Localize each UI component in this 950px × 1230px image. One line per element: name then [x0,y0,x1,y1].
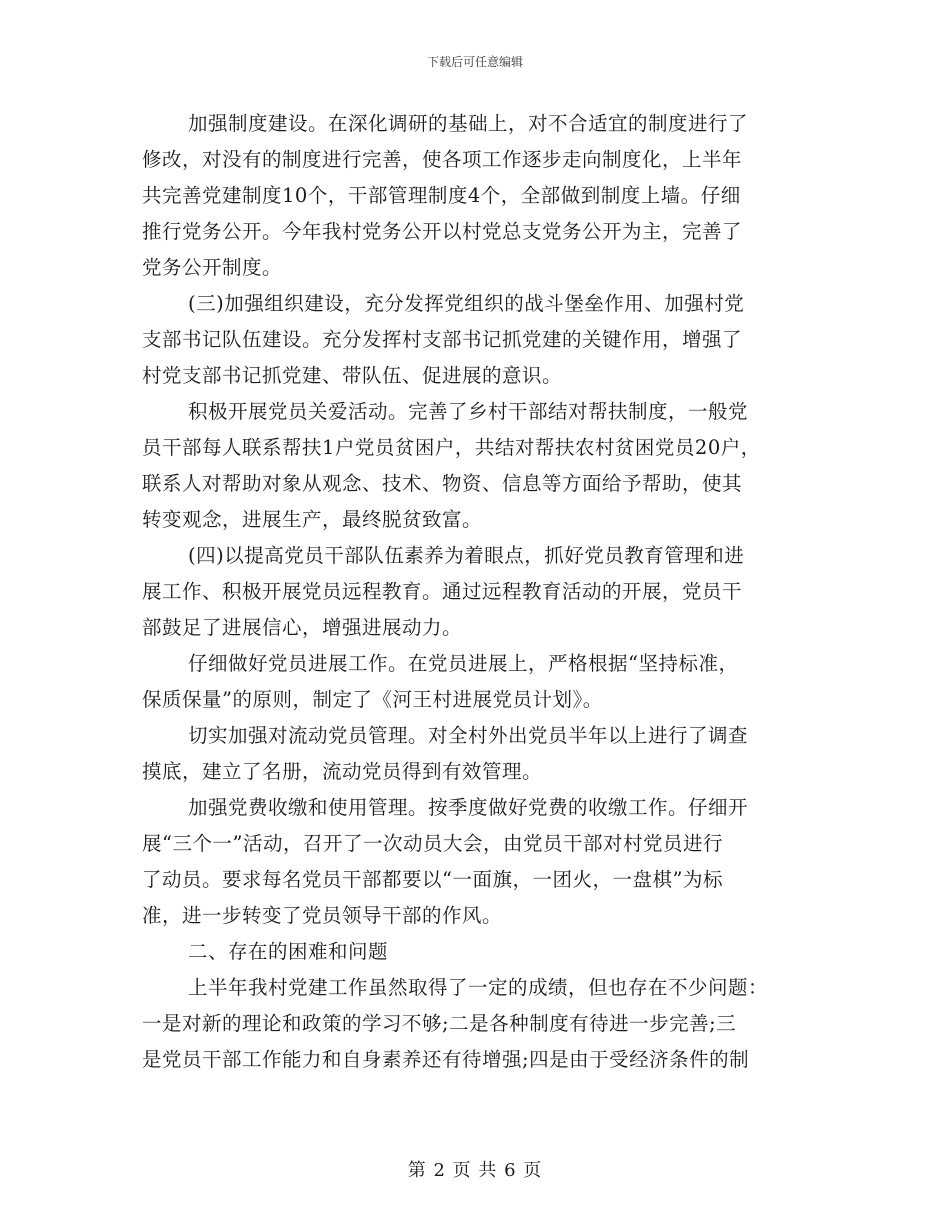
text-line: 共完善党建制度10个，干部管理制度4个，全部做到制度上墙。仔细 [142,184,741,207]
text-line: 加强制度建设。在深化调研的基础上，对不合适宜的制度进行了 [188,112,749,135]
text-line: 加强党费收缴和使用管理。按季度做好党费的收缴工作。仔细开 [188,796,749,819]
text-line: 联系人对帮助对象从观念、技术、物资、信息等方面给予帮助，使其 [142,472,743,495]
text-line: 展工作、积极开展党员远程教育。通过远程教育活动的开展，党员干 [142,580,743,603]
text-line: 村党支部书记抓党建、带队伍、促进展的意识。 [142,364,563,387]
text-line: 了动员。要求每名党员干部都要以“一面旗，一团火，一盘棋”为标 [142,868,723,891]
text-line: 上半年我村党建工作虽然取得了一定的成绩，但也存在不少问题： [188,976,769,999]
text-line: 切实加强对流动党员管理。对全村外出党员半年以上进行了调查 [188,724,749,747]
paragraph [142,646,802,718]
text-line: 摸底，建立了名册，流动党员得到有效管理。 [142,760,543,783]
text-line: 修改，对没有的制度进行完善，使各项工作逐步走向制度化，上半年 [142,148,743,171]
text-line: 转变观念，进展生产，最终脱贫致富。 [142,508,483,531]
section-heading [142,934,802,970]
text-line: 仔细做好党员进展工作。在党员进展上，严格根据“坚持标准， [188,652,739,675]
text-line: 支部书记队伍建设。充分发挥村支部书记抓党建的关键作用，增强了 [142,328,743,351]
text-line: (三)加强组织建设，充分发挥党组织的战斗堡垒作用、加强村党 [188,292,745,315]
page-header: 下载后可任意编辑 [426,55,523,69]
text-line: 二、存在的困难和问题 [188,940,389,963]
text-line: 党务公开制度。 [142,256,283,279]
text-line: 员干部每人联系帮扶1户党员贫困户，共结对帮扶农村贫困党员20户， [142,436,761,459]
text-line: (四)以提高党员干部队伍素养为着眼点，抓好党员教育管理和进 [188,544,745,567]
paragraph [142,970,802,1078]
paragraph [142,538,802,646]
paragraph [142,718,802,790]
text-line: 保质保量”的原则，制定了《河王村进展党员计划》。 [142,688,603,711]
paragraph [142,394,802,538]
text-line: 是党员干部工作能力和自身素养还有待增强;四是由于受经济条件的制 [142,1048,750,1071]
paragraph [142,286,802,394]
text-line: 部鼓足了进展信心，增强进展动力。 [142,616,463,639]
paragraph [142,106,802,286]
text-line: 一是对新的理论和政策的学习不够;二是各种制度有待进一步完善;三 [142,1012,737,1035]
page-footer: 第 2 页 共 6 页 [407,1160,543,1181]
text-line: 积极开展党员关爱活动。完善了乡村干部结对帮扶制度，一般党 [188,400,749,423]
paragraph [142,790,802,934]
document-body [142,106,802,1078]
text-line: 推行党务公开。今年我村党务公开以村党总支党务公开为主，完善了 [142,220,743,243]
text-line: 准，进一步转变了党员领导干部的作风。 [142,904,503,927]
text-line: 展“三个一”活动，召开了一次动员大会，由党员干部对村党员进行 [142,832,723,855]
